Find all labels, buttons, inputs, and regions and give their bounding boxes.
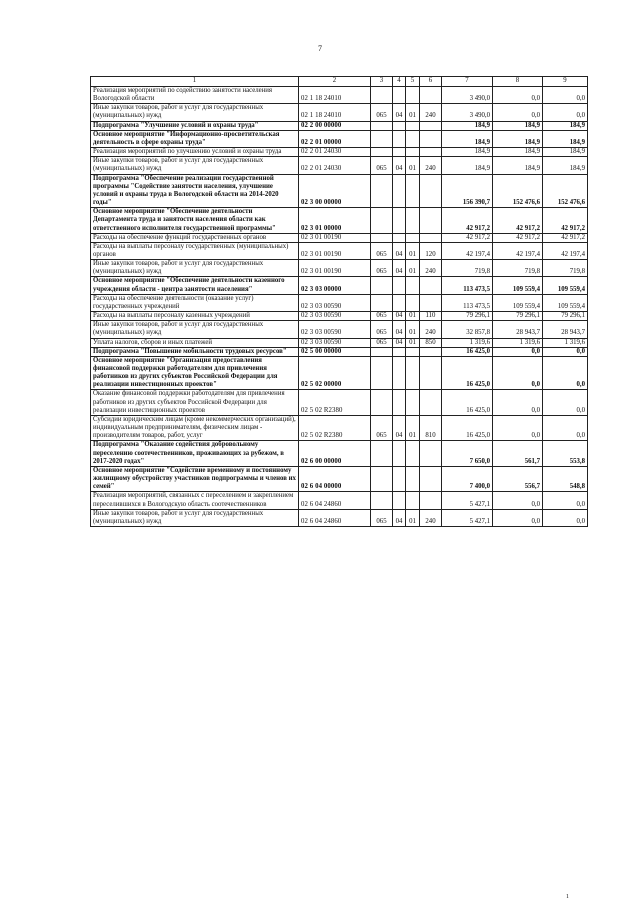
table-row [91,294,588,311]
row-v8: 0,0 [493,390,543,415]
row-v8: 184,9 [493,130,543,147]
row-code: 02 3 03 00590 [299,312,371,321]
col-header-4: 4 [393,77,406,87]
row-name: Расходы на выплаты персоналу казенных учреждений [91,312,299,321]
row-c6: 240 [420,509,442,526]
row-v8: 79 296,1 [493,312,543,321]
row-v7: 184,9 [442,148,493,157]
row-c5 [406,294,420,311]
table-row [91,104,588,121]
row-code: 02 3 01 00190 [299,260,371,277]
row-c4: 04 [393,312,406,321]
row-v8: 561,7 [493,441,543,466]
row-c4 [393,441,406,466]
row-c4 [393,347,406,356]
row-v7: 1 319,6 [442,338,493,347]
row-c4 [393,294,406,311]
table-row [91,157,588,174]
row-v7: 7 650,0 [442,441,493,466]
row-v7: 719,8 [442,260,493,277]
row-v8: 0,0 [493,104,543,121]
row-c5: 01 [406,321,420,338]
row-name: Уплата налогов, сборов и иных платежей [91,338,299,347]
row-name: Основное мероприятие "Организация предоставления финансовой поддержки работодателям для привлечения работников из других субъектов Российской Федерации для реализации инвестиционных проектов" [91,356,299,390]
row-c6 [420,294,442,311]
row-c4 [393,390,406,415]
row-c3: 065 [371,415,393,440]
row-c3 [371,347,393,356]
row-v7: 42 917,2 [442,233,493,242]
col-header-3: 3 [371,77,393,87]
row-name: Реализация мероприятий по содействию занятости населения Вологодской области [91,87,299,104]
row-c3: 065 [371,338,393,347]
row-v8: 0,0 [493,347,543,356]
row-v9: 184,9 [543,157,588,174]
row-v8: 42 917,2 [493,233,543,242]
row-code: 02 6 00 00000 [299,441,371,466]
row-c6: 850 [420,338,442,347]
row-v7: 184,9 [442,121,493,130]
col-header-6: 6 [420,77,442,87]
budget-table [90,76,588,527]
row-name: Субсидии юридическим лицам (кроме некоммерческих организаций), индивидуальным предпринимателям, физическим лицам - производителям товаров, работ, услуг [91,415,299,440]
row-v9: 0,0 [543,87,588,104]
row-code: 02 5 02 R2380 [299,390,371,415]
row-c4 [393,233,406,242]
row-name: Расходы на выплаты персоналу государственных (муниципальных) органов [91,242,299,259]
table-row [91,347,588,356]
row-v9: 79 296,1 [543,312,588,321]
table-row [91,208,588,233]
row-c6: 810 [420,415,442,440]
row-c6 [420,121,442,130]
row-v7: 184,9 [442,157,493,174]
col-header-9: 9 [543,77,588,87]
row-v9: 548,8 [543,466,588,491]
row-name: Иные закупки товаров, работ и услуг для государственных (муниципальных) нужд [91,509,299,526]
row-c5 [406,441,420,466]
row-v8: 1 319,6 [493,338,543,347]
table-row [91,356,588,390]
row-c6 [420,277,442,294]
row-v9: 42 917,2 [543,208,588,233]
row-v8: 184,9 [493,148,543,157]
row-name: Основное мероприятие "Обеспечение деятельности казенного учреждения области - центра занятости населения" [91,277,299,294]
row-c3 [371,87,393,104]
row-c3: 065 [371,321,393,338]
row-name: Основное мероприятие "Информационно-просветительская деятельность в сфере охраны труда" [91,130,299,147]
row-code: 02 6 04 00000 [299,466,371,491]
row-name: Подпрограмма "Оказание содействия добровольному переселению соотечественников, проживающих за рубежом, в 2017-2020 годах" [91,441,299,466]
row-c6 [420,347,442,356]
row-v9: 0,0 [543,415,588,440]
row-c6: 120 [420,242,442,259]
row-c4: 04 [393,104,406,121]
row-code: 02 2 00 00000 [299,121,371,130]
row-c4: 04 [393,321,406,338]
table-row [91,321,588,338]
row-c6 [420,233,442,242]
row-code: 02 3 03 00590 [299,338,371,347]
row-c6 [420,356,442,390]
row-c4 [393,466,406,491]
table-row [91,121,588,130]
row-code: 02 6 04 24860 [299,509,371,526]
row-v8: 109 559,4 [493,294,543,311]
row-v9: 109 559,4 [543,294,588,311]
row-name: Иные закупки товаров, работ и услуг для государственных (муниципальных) нужд [91,321,299,338]
table-row [91,466,588,491]
row-c3 [371,130,393,147]
row-c3: 065 [371,157,393,174]
row-v8: 152 476,6 [493,174,543,208]
row-c4: 04 [393,338,406,347]
row-c5 [406,277,420,294]
row-v9: 0,0 [543,104,588,121]
table-body [91,87,588,527]
row-c5 [406,174,420,208]
row-c5: 01 [406,157,420,174]
row-v9: 109 559,4 [543,277,588,294]
row-v9: 719,8 [543,260,588,277]
row-code: 02 3 03 00590 [299,294,371,311]
row-c6 [420,390,442,415]
row-code: 02 2 01 24030 [299,157,371,174]
col-header-2: 2 [299,77,371,87]
row-v9: 184,9 [543,130,588,147]
row-v7: 42 917,2 [442,208,493,233]
row-c6: 240 [420,321,442,338]
table-row [91,87,588,104]
row-code: 02 3 01 00190 [299,242,371,259]
row-v7: 113 473,5 [442,294,493,311]
row-v8: 42 197,4 [493,242,543,259]
row-c5: 01 [406,415,420,440]
row-c5 [406,130,420,147]
row-code: 02 3 00 00000 [299,174,371,208]
row-c5: 01 [406,338,420,347]
col-header-7: 7 [442,77,493,87]
row-name: Расходы на обеспечение деятельности (оказание услуг) государственных учреждений [91,294,299,311]
row-c5 [406,148,420,157]
row-c4 [393,492,406,509]
row-v8: 0,0 [493,87,543,104]
row-v8: 184,9 [493,157,543,174]
row-c6 [420,148,442,157]
row-c6: 110 [420,312,442,321]
table-row [91,233,588,242]
row-c5: 01 [406,312,420,321]
row-c3: 065 [371,104,393,121]
row-c4 [393,356,406,390]
row-c3 [371,390,393,415]
row-v9: 28 943,7 [543,321,588,338]
row-c4: 04 [393,157,406,174]
row-c3 [371,174,393,208]
row-name: Реализация мероприятий, связанных с переселением и закреплением переселившихся в Вологодскую область соотечественников [91,492,299,509]
row-v9: 553,8 [543,441,588,466]
row-code: 02 2 01 24030 [299,148,371,157]
row-c4 [393,277,406,294]
row-c6 [420,208,442,233]
row-code: 02 5 02 00000 [299,356,371,390]
row-v7: 16 425,0 [442,347,493,356]
row-code: 02 3 03 00590 [299,321,371,338]
row-v8: 0,0 [493,492,543,509]
row-v7: 3 490,0 [442,104,493,121]
row-v7: 7 400,0 [442,466,493,491]
row-c4 [393,130,406,147]
row-v8: 109 559,4 [493,277,543,294]
row-c3 [371,492,393,509]
row-v7: 5 427,1 [442,492,493,509]
row-v8: 0,0 [493,415,543,440]
row-v7: 184,9 [442,130,493,147]
row-c6 [420,441,442,466]
table-row [91,148,588,157]
corner-mark: 1 [566,894,569,900]
row-name: Подпрограмма "Повышение мобильности трудовых ресурсов" [91,347,299,356]
table-row [91,277,588,294]
row-v9: 0,0 [543,347,588,356]
row-c4 [393,208,406,233]
row-c6 [420,466,442,491]
row-c5 [406,356,420,390]
row-c5 [406,390,420,415]
row-name: Иные закупки товаров, работ и услуг для государственных (муниципальных) нужд [91,104,299,121]
row-v9: 42 197,4 [543,242,588,259]
row-c5: 01 [406,260,420,277]
col-header-5: 5 [406,77,420,87]
table-row [91,492,588,509]
row-v9: 1 319,6 [543,338,588,347]
row-c3 [371,277,393,294]
table-row [91,174,588,208]
table-row [91,260,588,277]
row-c5 [406,347,420,356]
row-name: Подпрограмма "Улучшение условий и охраны труда" [91,121,299,130]
row-name: Основное мероприятие "Содействие временному и постоянному жилищному обустройству участников подпрограммы и членов их семей" [91,466,299,491]
table-row [91,390,588,415]
row-c5 [406,233,420,242]
row-v8: 42 917,2 [493,208,543,233]
row-c6: 240 [420,260,442,277]
row-v8: 184,9 [493,121,543,130]
row-c5 [406,492,420,509]
row-c5 [406,87,420,104]
row-v8: 556,7 [493,466,543,491]
row-c5: 01 [406,242,420,259]
col-header-8: 8 [493,77,543,87]
table-row [91,242,588,259]
table-row [91,415,588,440]
row-c3 [371,441,393,466]
table-row [91,441,588,466]
row-c3: 065 [371,260,393,277]
row-v9: 0,0 [543,509,588,526]
row-name: Расходы на обеспечение функций государственных органов [91,233,299,242]
row-c4 [393,148,406,157]
row-v7: 79 296,1 [442,312,493,321]
row-code: 02 3 01 00000 [299,208,371,233]
row-code: 02 2 01 00000 [299,130,371,147]
row-v9: 0,0 [543,492,588,509]
row-c4: 04 [393,260,406,277]
row-name: Оказание финансовой поддержки работодателям для привлечения работников из других субъектов Российской Федерации для реализации инвестиционных проектов [91,390,299,415]
row-c3 [371,294,393,311]
row-c4: 04 [393,415,406,440]
table-header-row [91,77,588,87]
row-name: Иные закупки товаров, работ и услуг для государственных (муниципальных) нужд [91,157,299,174]
row-c6 [420,492,442,509]
row-v9: 0,0 [543,390,588,415]
table-row [91,338,588,347]
row-name: Основное мероприятие "Обеспечение деятельности Департамента труда и занятости населения области как ответственного исполнителя государственной программы" [91,208,299,233]
row-code: 02 5 02 R2380 [299,415,371,440]
row-c3: 065 [371,242,393,259]
row-name: Реализация мероприятий по улучшению условий и охраны труда [91,148,299,157]
row-name: Подпрограмма "Обеспечение реализации государственной программы "Содействие занятости населения, улучшение условий и охраны труда в Вологодской области на 2014-2020 годы" [91,174,299,208]
row-v7: 113 473,5 [442,277,493,294]
row-c4 [393,174,406,208]
row-v9: 0,0 [543,356,588,390]
row-c3 [371,466,393,491]
row-c3 [371,233,393,242]
row-c4 [393,87,406,104]
row-c5 [406,466,420,491]
row-name: Иные закупки товаров, работ и услуг для государственных (муниципальных) нужд [91,260,299,277]
col-header-1: 1 [91,77,299,87]
row-v9: 42 917,2 [543,233,588,242]
row-code: 02 5 00 00000 [299,347,371,356]
table-row [91,509,588,526]
row-c3: 065 [371,509,393,526]
row-code: 02 1 18 24010 [299,87,371,104]
row-v8: 719,8 [493,260,543,277]
row-v7: 16 425,0 [442,415,493,440]
row-v8: 0,0 [493,356,543,390]
row-c6 [420,130,442,147]
row-v7: 5 427,1 [442,509,493,526]
row-c3 [371,121,393,130]
row-v7: 32 857,8 [442,321,493,338]
row-v7: 3 490,0 [442,87,493,104]
row-code: 02 6 04 24860 [299,492,371,509]
table-row [91,312,588,321]
row-v9: 184,9 [543,148,588,157]
row-c6: 240 [420,157,442,174]
row-v7: 156 390,7 [442,174,493,208]
row-c5 [406,208,420,233]
row-c6 [420,87,442,104]
row-c3 [371,356,393,390]
row-c4: 04 [393,509,406,526]
row-code: 02 1 18 24010 [299,104,371,121]
row-v7: 42 197,4 [442,242,493,259]
row-v7: 16 425,0 [442,356,493,390]
row-v9: 184,9 [543,121,588,130]
row-c6 [420,174,442,208]
table-row [91,130,588,147]
row-c5: 01 [406,509,420,526]
row-v7: 16 425,0 [442,390,493,415]
row-c3 [371,148,393,157]
page-number: 7 [318,44,322,53]
row-v9: 152 476,6 [543,174,588,208]
row-c5: 01 [406,104,420,121]
row-v8: 0,0 [493,509,543,526]
row-v8: 28 943,7 [493,321,543,338]
row-code: 02 3 03 00000 [299,277,371,294]
row-c4 [393,121,406,130]
row-c4: 04 [393,242,406,259]
row-c3: 065 [371,312,393,321]
row-c5 [406,121,420,130]
row-code: 02 3 01 00190 [299,233,371,242]
row-c3 [371,208,393,233]
row-c6: 240 [420,104,442,121]
